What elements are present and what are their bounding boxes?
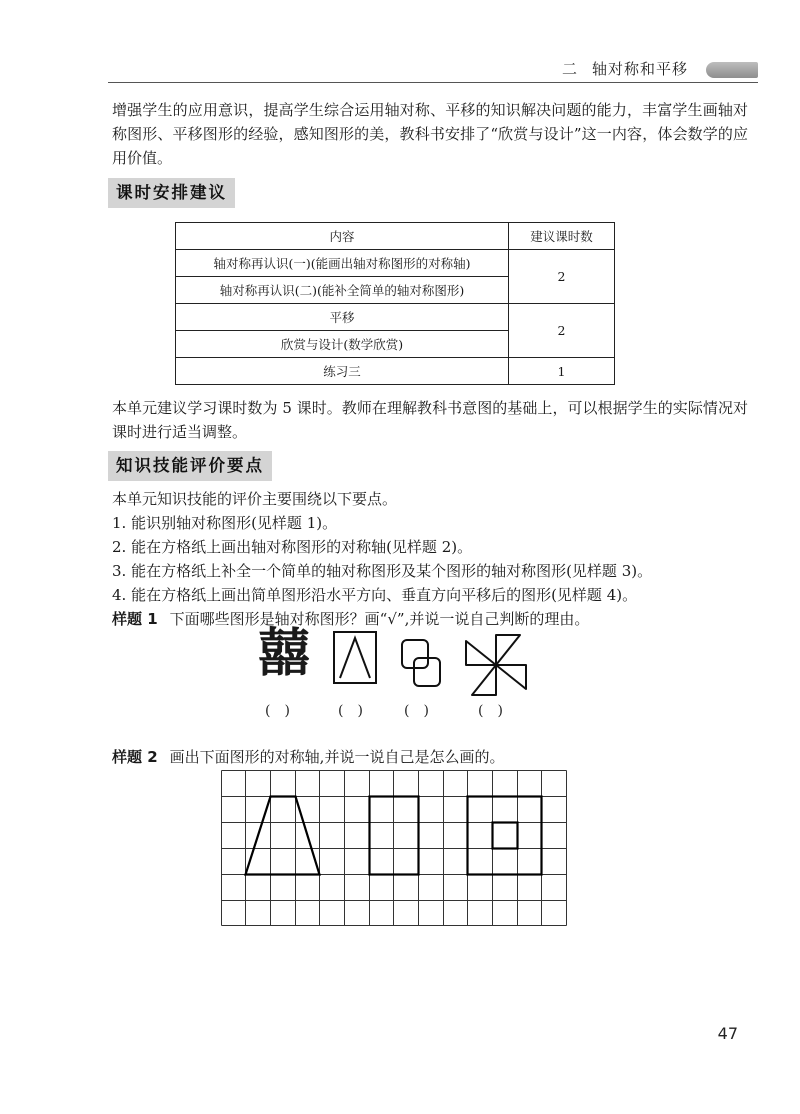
header-tab-decoration (706, 62, 758, 78)
table-cell-hours: 2 (509, 250, 615, 304)
schedule-note: 本单元建议学习课时数为 5 课时。教师在理解教科书意图的基础上，可以根据学生的实际情况对课时进行适当调整。 (112, 399, 748, 441)
schedule-table (175, 222, 615, 385)
section-heading-evaluation: 知识技能评价要点 (108, 451, 272, 481)
evaluation-intro: 本单元知识技能的评价主要围绕以下要点。 (112, 490, 398, 508)
section-heading-schedule: 课时安排建议 (108, 178, 235, 208)
table-header-row (176, 223, 615, 250)
table-cell-content: 欣赏与设计(数学欣赏) (176, 331, 509, 358)
pinwheel-figure (463, 632, 529, 698)
evaluation-point: 4. 能在方格纸上画出简单图形沿水平方向、垂直方向平移后的图形(见样题 4)。 (112, 586, 638, 604)
interlocked-rectangles-figure (398, 638, 444, 690)
sample1-text: 下面哪些图形是轴对称图形？画“√”,并说一说自己判断的理由。 (169, 610, 590, 628)
evaluation-point: 2. 能在方格纸上画出轴对称图形的对称轴(见样题 2)。 (112, 538, 473, 556)
answer-paren[interactable]: ( ) (404, 703, 429, 719)
table-header-content: 内容 (176, 223, 509, 250)
table-row (176, 358, 615, 385)
table-cell-content: 平移 (176, 304, 509, 331)
evaluation-point: 1. 能识别轴对称图形(见样题 1)。 (112, 514, 338, 532)
double-happiness-figure: 囍 (258, 624, 311, 684)
chapter-number: 二 (561, 60, 578, 78)
answer-paren[interactable]: ( ) (478, 703, 503, 719)
table-header-hours: 建议课时数 (509, 223, 615, 250)
table-cell-content: 轴对称再认识(一)(能画出轴对称图形的对称轴) (176, 250, 509, 277)
table-row (176, 304, 615, 331)
answer-paren[interactable]: ( ) (265, 703, 290, 719)
sample1-label: 样题 1 (112, 610, 158, 628)
sample1-question (112, 607, 589, 631)
table-cell-content: 练习三 (176, 358, 509, 385)
table-cell-hours: 1 (509, 358, 615, 385)
page-number: 47 (717, 1024, 738, 1043)
answer-paren[interactable]: ( ) (338, 703, 363, 719)
chapter-title: 轴对称和平移 (591, 60, 688, 78)
table-cell-hours: 2 (509, 304, 615, 358)
square-triangle-figure (332, 630, 380, 686)
table-cell-content: 轴对称再认识(二)(能补全简单的轴对称图形) (176, 277, 509, 304)
sample2-text: 画出下面图形的对称轴,并说一说自己是怎么画的。 (169, 748, 505, 766)
sample2-question (112, 745, 504, 769)
evaluation-point: 3. 能在方格纸上补全一个简单的轴对称图形及某个图形的轴对称图形(见样题 3)。 (112, 562, 653, 580)
table-row (176, 250, 615, 277)
sample2-label: 样题 2 (112, 748, 158, 766)
intro-paragraph: 增强学生的应用意识，提高学生综合运用轴对称、平移的知识解决问题的能力，丰富学生画轴对称图形、平移图形的经验，感知图形的美，教科书安排了“欣赏与设计”这一内容，体会数学的应用价值。 (112, 101, 748, 167)
header-rule (108, 82, 758, 83)
grid-paper-figure (221, 770, 567, 926)
running-header (562, 58, 688, 79)
